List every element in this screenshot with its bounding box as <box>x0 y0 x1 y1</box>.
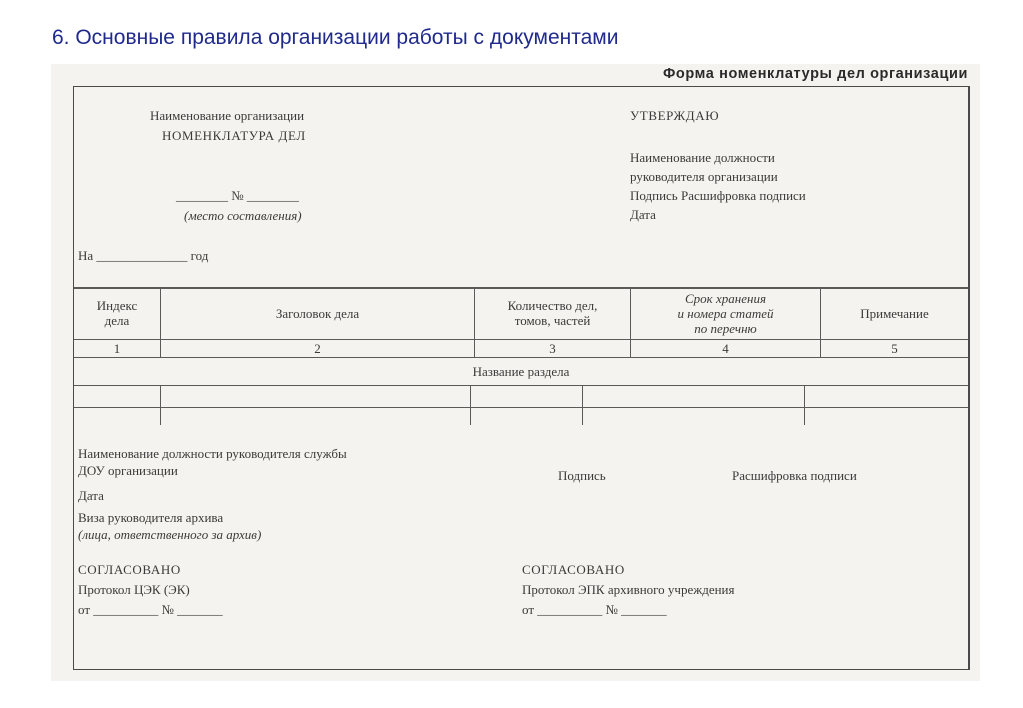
col-number-2: 2 <box>314 340 321 356</box>
head-position-line2: руководителя организации <box>630 169 778 184</box>
archive-visa-line2: (лица, ответственного за архив) <box>78 527 262 542</box>
col-header-count <box>475 287 630 339</box>
section-title: Название раздела <box>472 364 570 379</box>
form-frame <box>73 86 970 670</box>
footer-date-label: Дата <box>78 488 104 503</box>
doc-service-head-line1: Наименование должности руководителя службы <box>78 446 347 461</box>
left-agreed-label: СОГЛАСОВАНО <box>78 562 181 577</box>
col-number-5: 5 <box>891 340 898 356</box>
col-header-count-text: Количество дел, томов, частей <box>507 298 598 328</box>
col-number-3: 3 <box>549 340 556 356</box>
body-sep-3 <box>582 385 583 425</box>
right-agreed-label: СОГЛАСОВАНО <box>522 562 625 577</box>
year-line: На ______________ год <box>78 248 209 263</box>
head-position-line1: Наименование должности <box>630 150 775 165</box>
col-header-retention <box>631 287 820 339</box>
col-header-index-text: Индекс дела <box>96 298 138 328</box>
footer-signature-label: Подпись <box>558 468 606 483</box>
col-header-title-text: Заголовок дела <box>275 305 360 321</box>
scanned-form <box>51 64 980 681</box>
footer-signature-decode: Расшифровка подписи <box>732 468 857 483</box>
approve-label: УТВЕРЖДАЮ <box>630 108 720 123</box>
head-signature-label: Подпись Расшифровка подписи <box>630 188 806 203</box>
col-number-1: 1 <box>113 340 121 356</box>
body-sep-1 <box>160 385 161 425</box>
doc-service-head-line2: ДОУ организации <box>78 463 178 478</box>
col-header-retention-text: Срок хранения и номера статей по перечню <box>677 290 774 336</box>
left-from-line: от __________ № _______ <box>78 602 223 617</box>
col-number-4: 4 <box>722 340 729 356</box>
col-header-note <box>821 287 968 339</box>
table-row-bottom <box>74 407 968 408</box>
form-heading: Форма номенклатуры дел организации <box>662 66 968 82</box>
archive-visa-line1: Виза руководителя архива <box>78 510 224 525</box>
left-protocol-label: Протокол ЦЭК (ЭК) <box>78 582 190 597</box>
col-header-note-text: Примечание <box>860 305 929 321</box>
doc-title: НОМЕНКЛАТУРА ДЕЛ <box>162 128 306 143</box>
table-section-bottom <box>74 385 968 386</box>
body-sep-4 <box>804 385 805 425</box>
col-header-index <box>74 287 160 339</box>
body-sep-2 <box>470 385 471 425</box>
right-protocol-label: Протокол ЭПК архивного учреждения <box>522 582 735 597</box>
place-label: (место составления) <box>184 208 302 223</box>
col-header-title <box>161 287 474 339</box>
slide-title: 6. Основные правила организации работы с документами <box>52 26 619 49</box>
org-name-label: Наименование организации <box>150 108 305 123</box>
head-date-label: Дата <box>630 207 656 222</box>
right-from-line: от __________ № _______ <box>522 602 667 617</box>
number-line: ________ № ________ <box>176 188 299 203</box>
